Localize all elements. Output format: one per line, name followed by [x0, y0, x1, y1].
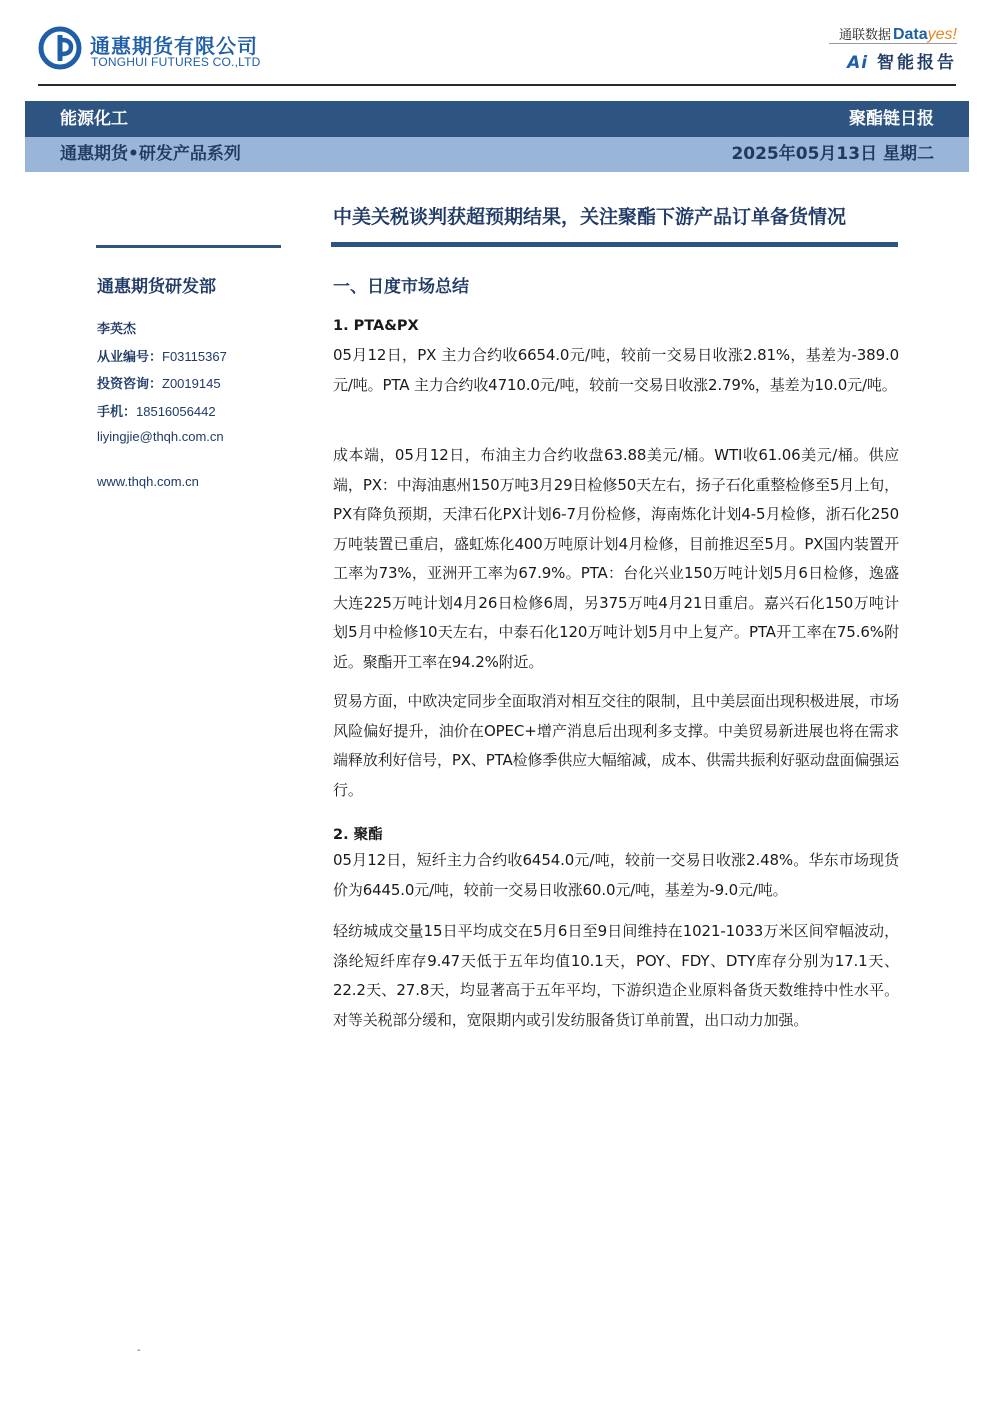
phone-label: 手机：	[97, 405, 137, 420]
banner-bottom	[25, 137, 969, 172]
department-name: 通惠期货研发部	[97, 277, 216, 297]
report-label: 智能报告	[877, 53, 957, 73]
analyst-name: 李英杰	[97, 322, 137, 337]
datayes-prefix: 通联数据	[838, 28, 891, 43]
license-label: 从业编号：	[97, 350, 163, 365]
subsection-polyester: 2. 聚酯	[333, 827, 383, 843]
email-link[interactable]: liyingjie@thqh.com.cn	[97, 429, 224, 444]
phone-value: 18516056442	[136, 404, 216, 419]
license-value: F03115367	[162, 349, 227, 364]
sidebar-divider	[96, 245, 281, 248]
website-link[interactable]: www.thqh.com.cn	[97, 474, 199, 489]
license-line	[97, 346, 227, 365]
consult-line	[97, 373, 221, 392]
report-title: 中美关税谈判获超预期结果，关注聚酯下游产品订单备货情况	[333, 206, 847, 228]
datayes-data: Data	[892, 26, 928, 43]
datayes-yes: yes!	[927, 26, 957, 43]
phone-line	[97, 401, 216, 420]
paragraph-2: 成本端，05月12日，布油主力合约收盘63.88美元/桶。WTI收61.06美元/桶。供应端，PX：中海油惠州150万吨3月29日检修50天左右，扬子石化重整检修至5月上旬，PX有降负预期，天津石化PX计划6-7月份检修，海南炼化计划4-5月检修，浙石化250万吨装置已重启，盛虹炼化400万吨原计划4月检修，目前推迟至5月。PX国内装置开工率为73%，亚洲开工率为67.9%。PTA：台化兴业150万吨计划5月6日检修，逸盛大连225万吨计划4月26日检修6周，另375万吨4月21日重启。嘉兴石化150万吨计划5月中检修10天左右，中泰石化120万吨计划5月中上复产。PTA开工率在75.6%附近。聚酯开工率在94.2%附近。	[333, 446, 899, 671]
consult-value: Z0019145	[162, 376, 221, 391]
paragraph-4: 05月12日，短纤主力合约收6454.0元/吨，较前一交易日收涨2.48%。华东市场现货价为6445.0元/吨，较前一交易日收涨60.0元/吨，基差为-9.0元/吨。	[333, 851, 899, 899]
subsection-pta-px: 1. PTA&PX	[333, 318, 419, 334]
company-logo-icon	[38, 26, 82, 70]
paragraph-1: 05月12日，PX 主力合约收6654.0元/吨，较前一交易日收涨2.81%，基差为-389.0元/吨。PTA 主力合约收4710.0元/吨，较前一交易日收涨2.79%，基差为10.0元/吨。	[333, 346, 899, 394]
report-date: 2025年05月13日 星期二	[731, 144, 934, 164]
sector-label: 能源化工	[60, 109, 128, 129]
paragraph-5: 轻纺城成交量15日平均成交在5月6日至9日间维持在1021-1033万米区间窄幅波动，涤纶短纤库存9.47天低于五年均值10.1天，POY、FDY、DTY库存分别为17.1天、22.2天、27.8天，均显著高于五年平均，下游织造企业原料备货天数维持中性水平。对等关税部分缓和，宽限期内或引发纺服备货订单前置，出口动力加强。	[333, 922, 899, 1029]
paragraph-3: 贸易方面，中欧决定同步全面取消对相互交往的限制，且中美层面出现积极进展，市场风险偏好提升，油价在OPEC+增产消息后出现利多支撑。中美贸易新进展也将在需求端释放利好信号，PX、PTA检修季供应大幅缩减，成本、供需共振利好驱动盘面偏强运行。	[333, 692, 899, 799]
ai-label: Ai	[847, 53, 869, 73]
ai-report-brand	[847, 48, 957, 73]
consult-label: 投资咨询：	[97, 377, 163, 392]
title-divider	[331, 242, 898, 247]
datayes-brand	[839, 24, 957, 44]
series-label: 通惠期货•研发产品系列	[60, 144, 241, 164]
report-type: 聚酯链日报	[849, 109, 934, 129]
banner-top	[25, 101, 969, 137]
section-heading: 一、日度市场总结	[333, 277, 469, 297]
brand-divider	[829, 43, 957, 44]
company-name-cn: 通惠期货有限公司	[90, 34, 258, 58]
company-name-en: TONGHUI FUTURES CO.,LTD	[91, 55, 261, 69]
header-divider	[38, 84, 956, 86]
footer-mark: -	[137, 1345, 141, 1356]
